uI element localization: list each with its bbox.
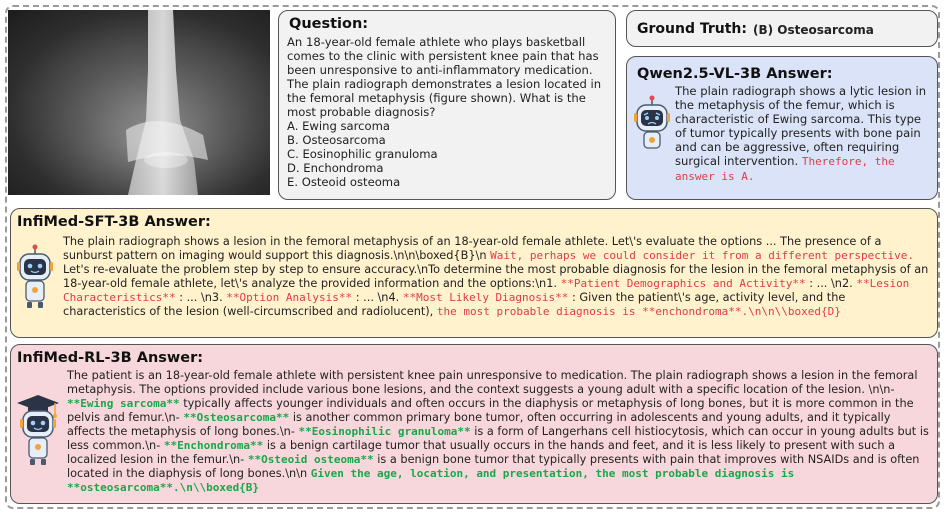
sft-text-3: : ... \n2. [809, 277, 857, 290]
sft-reflection: Wait, perhaps we could consider it from a different perspective. [490, 249, 914, 262]
rl-conclusion: Given the age, location, and presentation, the most probable diagnosis is **osteosarcoma**.\n\\boxed{B} [67, 467, 795, 494]
rl-text-2: typically affects younger individuals and often occurs in the diaphysis or metaphysis of long bones, but it is more common in the pelvis and femur.\n- [67, 397, 914, 424]
sft-text-1: The plain radiograph shows a lesion in the femoral metaphysis of an 18-year-old female athlete. Let\'s evaluate the options ... The presence of a sunburst pattern on imaging would support this diagnosis.\n\n\boxed{B}\n [63, 235, 882, 262]
rl-option-eosinophilic: **Eosinophilic granuloma** [298, 425, 471, 438]
sft-conclusion: the most probable diagnosis is **enchondroma**.\n\n\\boxed{D} [436, 305, 841, 318]
sft-text-6: : Given the patient\'s age, activity level, and the characteristics of the lesion (well-circumscribed and radiolucent), [63, 291, 846, 318]
rl-option-ewing: **Ewing sarcoma** [67, 397, 180, 410]
question-panel [278, 10, 616, 200]
option-e: E. Osteoid osteoma [287, 175, 401, 189]
ground-truth-value: (B) Osteosarcoma [753, 23, 874, 37]
sft-step-4: **Most Likely Diagnosis** [402, 291, 569, 304]
question-title: Question: [289, 16, 369, 32]
question-text: An 18-year-old female athlete who plays basketball comes to the clinic with persistent knee pain that has been unresponsive to anti-inflammatory medication. The plain radiograph demonstrates a lesion located in the femoral metaphysis (figure shown). What is the most probable diagnosis? [287, 35, 602, 119]
rl-option-osteoid: **Osteoid osteoma** [247, 453, 374, 466]
femur-xray-illustration [8, 10, 270, 195]
robot-icon [17, 244, 53, 310]
sft-text-4: : ... \n3. [179, 291, 227, 304]
rl-text-1: The patient is an 18-year-old female athlete with persistent knee pain unresponsive to medication. The plain radiograph shows a lesion in the femoral metaphysis. The options provided include various bone lesions, and the context suggests a young adult with a specific location of the lesion. \n\n- [67, 369, 918, 396]
sad-robot-icon [633, 95, 671, 155]
option-b: B. Osteosarcoma [287, 133, 386, 147]
rl-text-5: is a benign cartilage tumor that usually occurs in the hands and feet, and it is less likely to present with such a localized lesion in the femur.\n- [67, 439, 896, 466]
option-a: A. Ewing sarcoma [287, 119, 391, 133]
sft-text-2: Let's re-evaluate the problem step by step to ensure accuracy.\nTo determine the most probable diagnosis for the lesion in the femoral metaphysis of an 18-year-old female athlete, let\'s analyze the provided information and the options:\n1. [63, 263, 929, 290]
radiograph-image [8, 10, 270, 195]
rl-answer-title: InfiMed-RL-3B Answer: [17, 350, 204, 366]
rl-text-4: is a form of Langerhans cell histiocytosis, which can occur in young adults but is less common.\n- [67, 425, 929, 452]
rl-text-6: is a benign bone tumor that typically presents with pain that improves with NSAIDs and is often located in the diaphysis of long bones.\n\n [67, 453, 920, 480]
sft-answer-panel [10, 208, 938, 338]
qwen-answer-text: The plain radiograph shows a lytic lesion in the metaphysis of the femur, which is characteristic of Ewing sarcoma. This type of tumor typically presents with bone pain and can be aggressive, often requiring surgical intervention. [675, 84, 927, 168]
rl-text-3: is another common primary bone tumor, often occurring in adolescents and young adults, and it typically affects the metaphysis of long bones.\n- [67, 411, 891, 438]
qwen-answer-title: Qwen2.5-VL-3B Answer: [637, 66, 833, 82]
ground-truth-label: Ground Truth: [637, 21, 747, 37]
sft-answer-title: InfiMed-SFT-3B Answer: [17, 214, 211, 230]
rl-option-osteosarcoma: **Osteosarcoma** [183, 411, 290, 424]
qwen-answer-panel [626, 56, 938, 200]
sft-step-1: **Patient Demographics and Activity** [560, 277, 806, 290]
rl-option-enchondroma: **Enchondroma** [163, 439, 264, 452]
sft-step-3: **Option Analysis** [226, 291, 353, 304]
option-d: D. Enchondroma [287, 161, 384, 175]
ground-truth-panel [626, 10, 938, 47]
sft-step-2: **Lesion Characteristics** [63, 277, 910, 304]
option-c: C. Eosinophilic granuloma [287, 147, 438, 161]
graduate-robot-icon [15, 393, 61, 467]
rl-answer-panel [10, 344, 938, 504]
sft-text-5: : ... \n4. [355, 291, 403, 304]
qwen-conclusion: Therefore, the answer is A. [675, 155, 895, 183]
